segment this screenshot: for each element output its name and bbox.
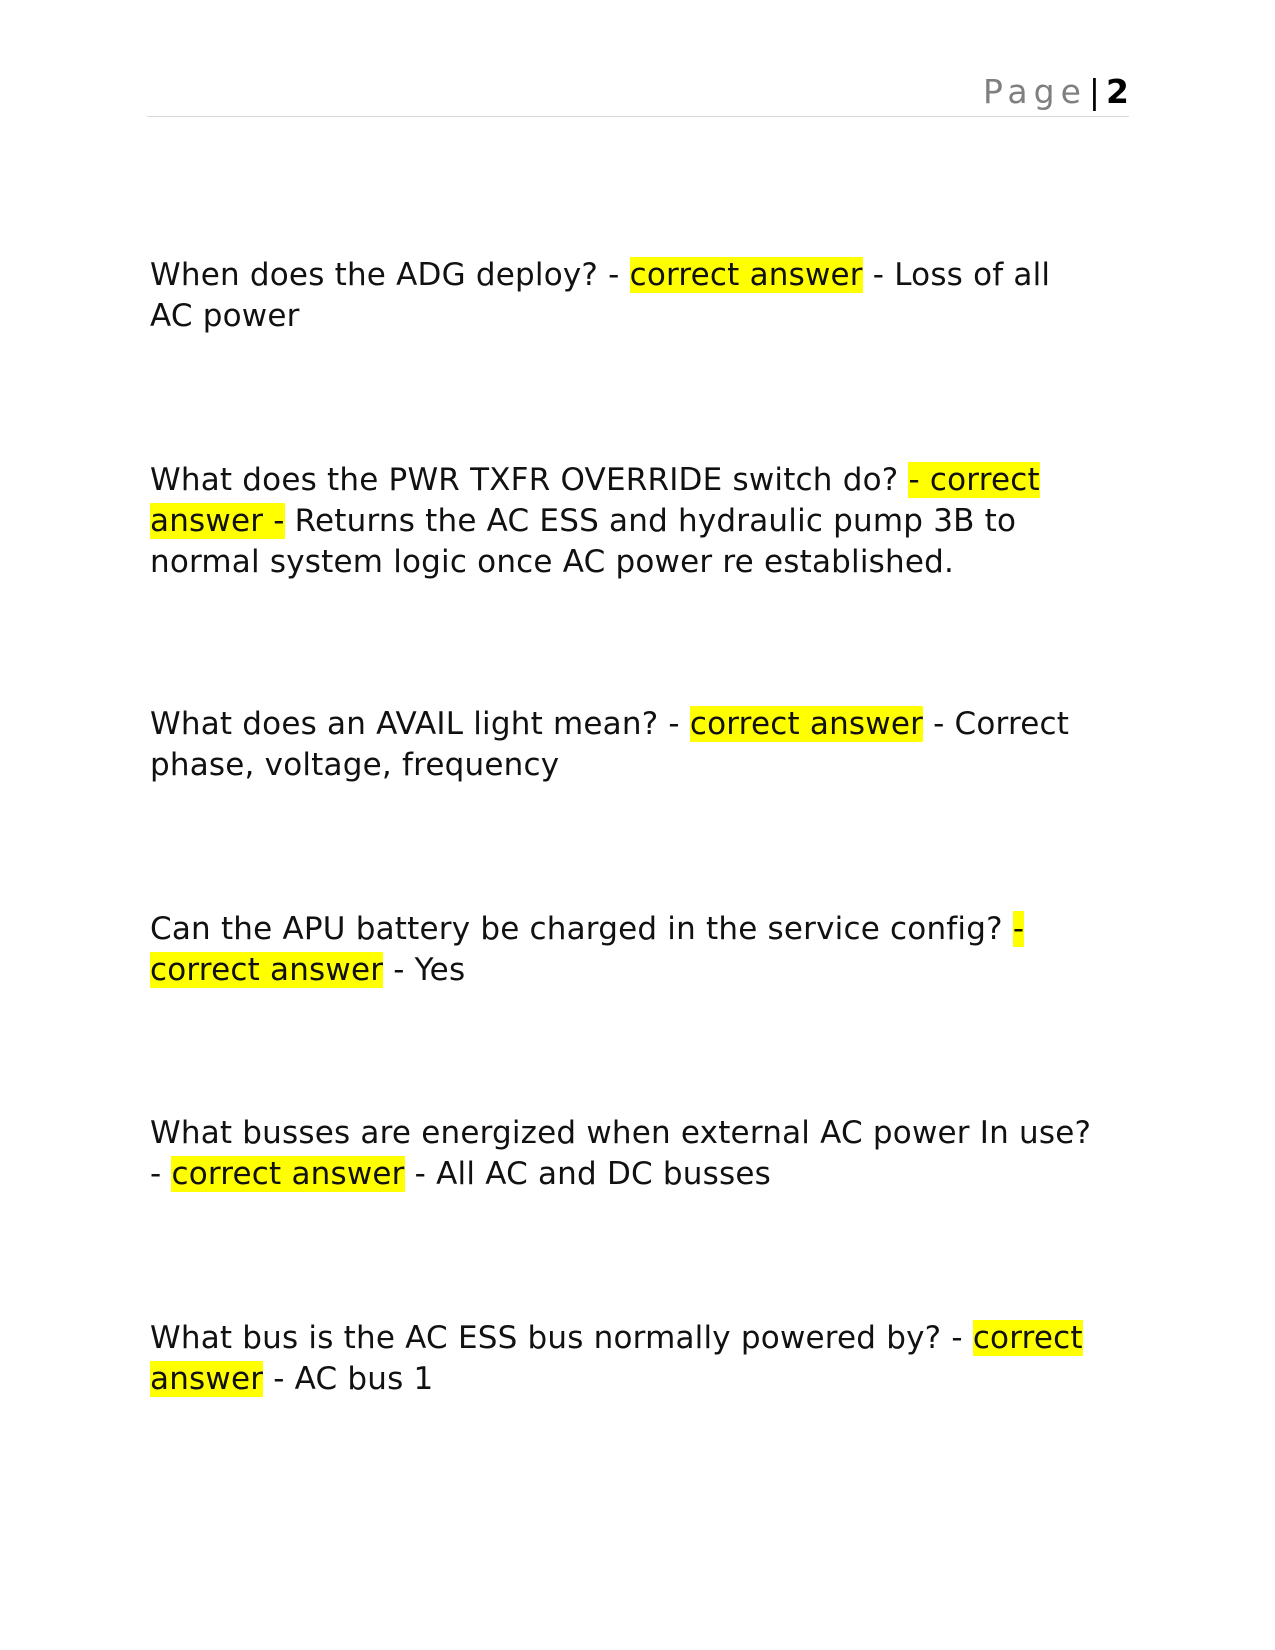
highlighted-label: correct answer bbox=[150, 1320, 1083, 1397]
answer-text: - Correct phase, voltage, frequency bbox=[150, 706, 1070, 783]
page-number-value: 2 bbox=[1106, 72, 1129, 111]
highlighted-label: correct answer bbox=[689, 706, 924, 742]
qa-item bbox=[150, 704, 1100, 786]
highlighted-label: correct answer bbox=[629, 257, 863, 293]
question-text: What does the PWR TXFR OVERRIDE switch do? bbox=[150, 462, 909, 498]
answer-text: - Loss of all AC power bbox=[150, 257, 1051, 334]
highlighted-label: correct answer bbox=[171, 1156, 405, 1192]
question-text: When does the ADG deploy? - bbox=[150, 257, 630, 293]
qa-item bbox=[150, 255, 1100, 337]
question-text: What busses are energized when external AC power In use? - bbox=[150, 1115, 1092, 1192]
question-text: What bus is the AC ESS bus normally powered by? - bbox=[150, 1320, 973, 1356]
page-header bbox=[147, 70, 1129, 117]
page-number-label bbox=[983, 72, 1129, 112]
answer-text: Returns the AC ESS and hydraulic pump 3B to normal system logic once AC power re established. bbox=[150, 503, 1017, 580]
question-text: What does an AVAIL light mean? - bbox=[150, 706, 690, 742]
answer-text: - All AC and DC busses bbox=[404, 1156, 771, 1192]
answer-text: - AC bus 1 bbox=[263, 1361, 434, 1397]
answer-text: - Yes bbox=[383, 952, 466, 988]
highlighted-label: - correct answer - bbox=[150, 462, 1040, 539]
highlighted-label: - correct answer bbox=[150, 911, 1025, 988]
qa-item bbox=[150, 1113, 1100, 1195]
qa-item bbox=[150, 909, 1100, 991]
page-label-text: Page bbox=[983, 72, 1087, 111]
qa-item bbox=[150, 1318, 1100, 1400]
page-separator: | bbox=[1088, 72, 1101, 111]
qa-item bbox=[150, 460, 1100, 583]
question-text: Can the APU battery be charged in the service config? bbox=[150, 911, 1013, 947]
